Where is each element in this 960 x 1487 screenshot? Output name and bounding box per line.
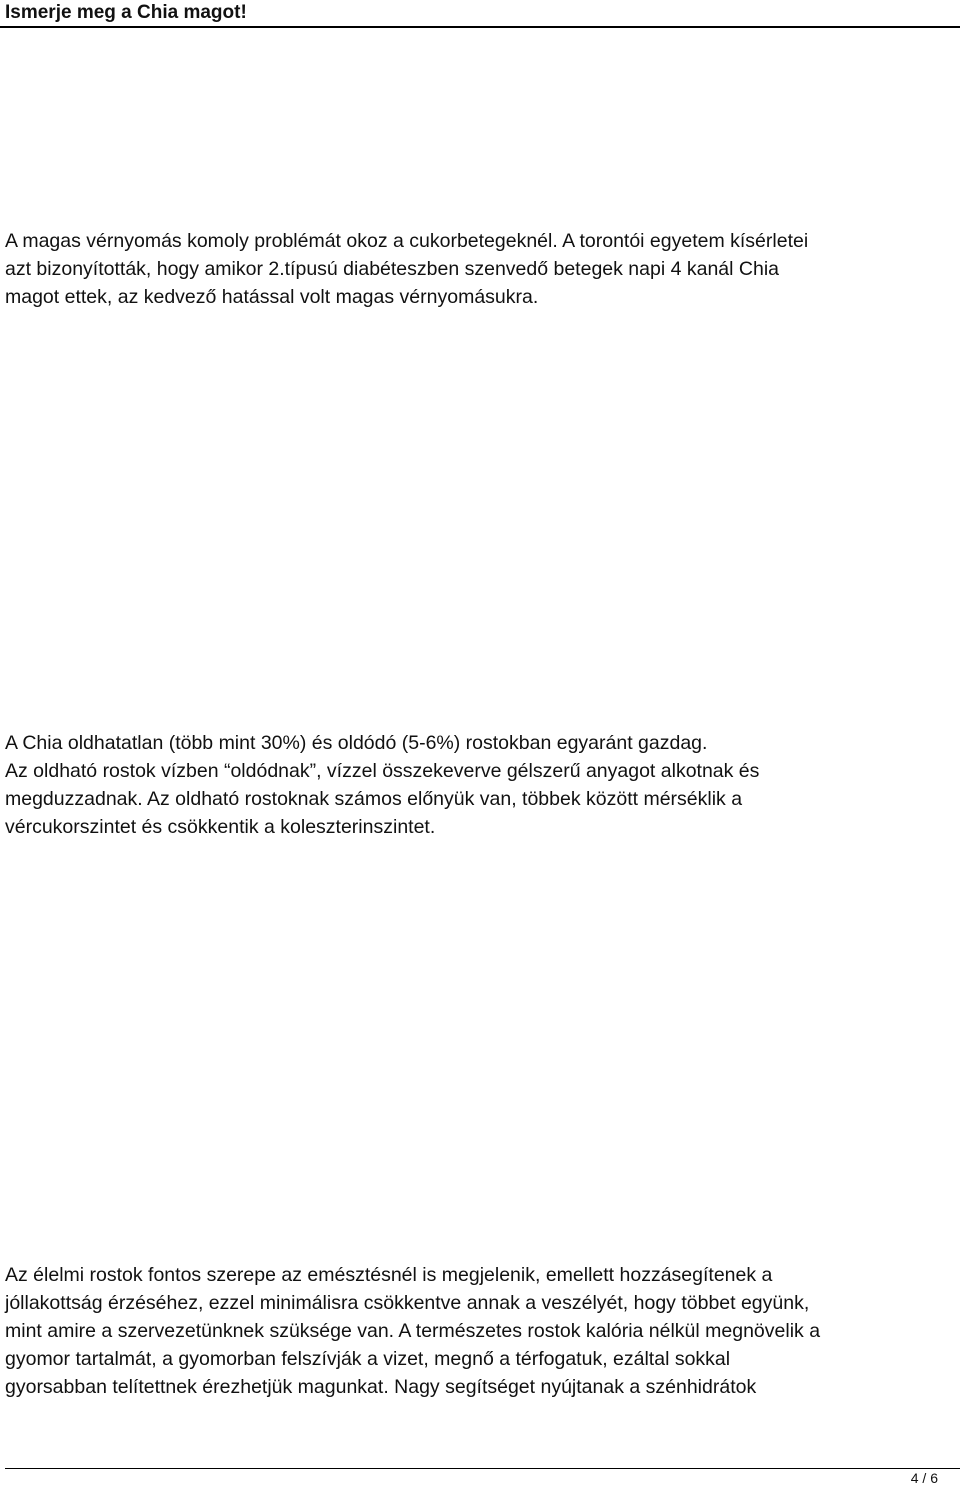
footer-divider [5, 1468, 960, 1469]
paragraph-blood-pressure [5, 227, 950, 311]
text-line: vércukorszintet és csökkentik a koleszterinszintet. [5, 816, 436, 838]
text-line: Az oldható rostok vízben “oldódnak”, vízzel összekeverve gélszerű anyagot alkotnak és [5, 760, 760, 782]
text-line: gyorsabban telítettnek érezhetjük magunkat. Nagy segítséget nyújtanak a szénhidrátok [5, 1376, 757, 1398]
text-line: megduzzadnak. Az oldható rostoknak számos előnyük van, többek között mérséklik a [5, 788, 743, 810]
header-divider [0, 26, 960, 28]
page-title: Ismerje meg a Chia magot! [5, 2, 247, 23]
text-line: A magas vérnyomás komoly problémát okoz a cukorbetegeknél. A torontói egyetem kísérletei [5, 230, 809, 252]
text-line: jóllakottság érzéséhez, ezzel minimálisra csökkentve annak a veszélyét, hogy többet együnk, [5, 1292, 810, 1314]
text-line: azt bizonyították, hogy amikor 2.típusú diabéteszben szenvedő betegek napi 4 kanál Chia [5, 258, 779, 280]
text-line: A Chia oldhatatlan (több mint 30%) és oldódó (5-6%) rostokban egyaránt gazdag. [5, 732, 708, 754]
page-number: 4 / 6 [910, 1470, 938, 1486]
text-line: Az élelmi rostok fontos szerepe az emésztésnél is megjelenik, emellett hozzásegítenek a [5, 1264, 773, 1286]
paragraph-digestion [5, 1261, 950, 1401]
text-line: mint amire a szervezetünknek szüksége van. A természetes rostok kalória nélkül megnövelik a [5, 1320, 821, 1342]
paragraph-fiber [5, 729, 950, 841]
text-line: magot ettek, az kedvező hatással volt magas vérnyomásukra. [5, 286, 539, 308]
text-line: gyomor tartalmát, a gyomorban felszívják a vizet, megnő a térfogatuk, ezáltal sokkal [5, 1348, 731, 1370]
